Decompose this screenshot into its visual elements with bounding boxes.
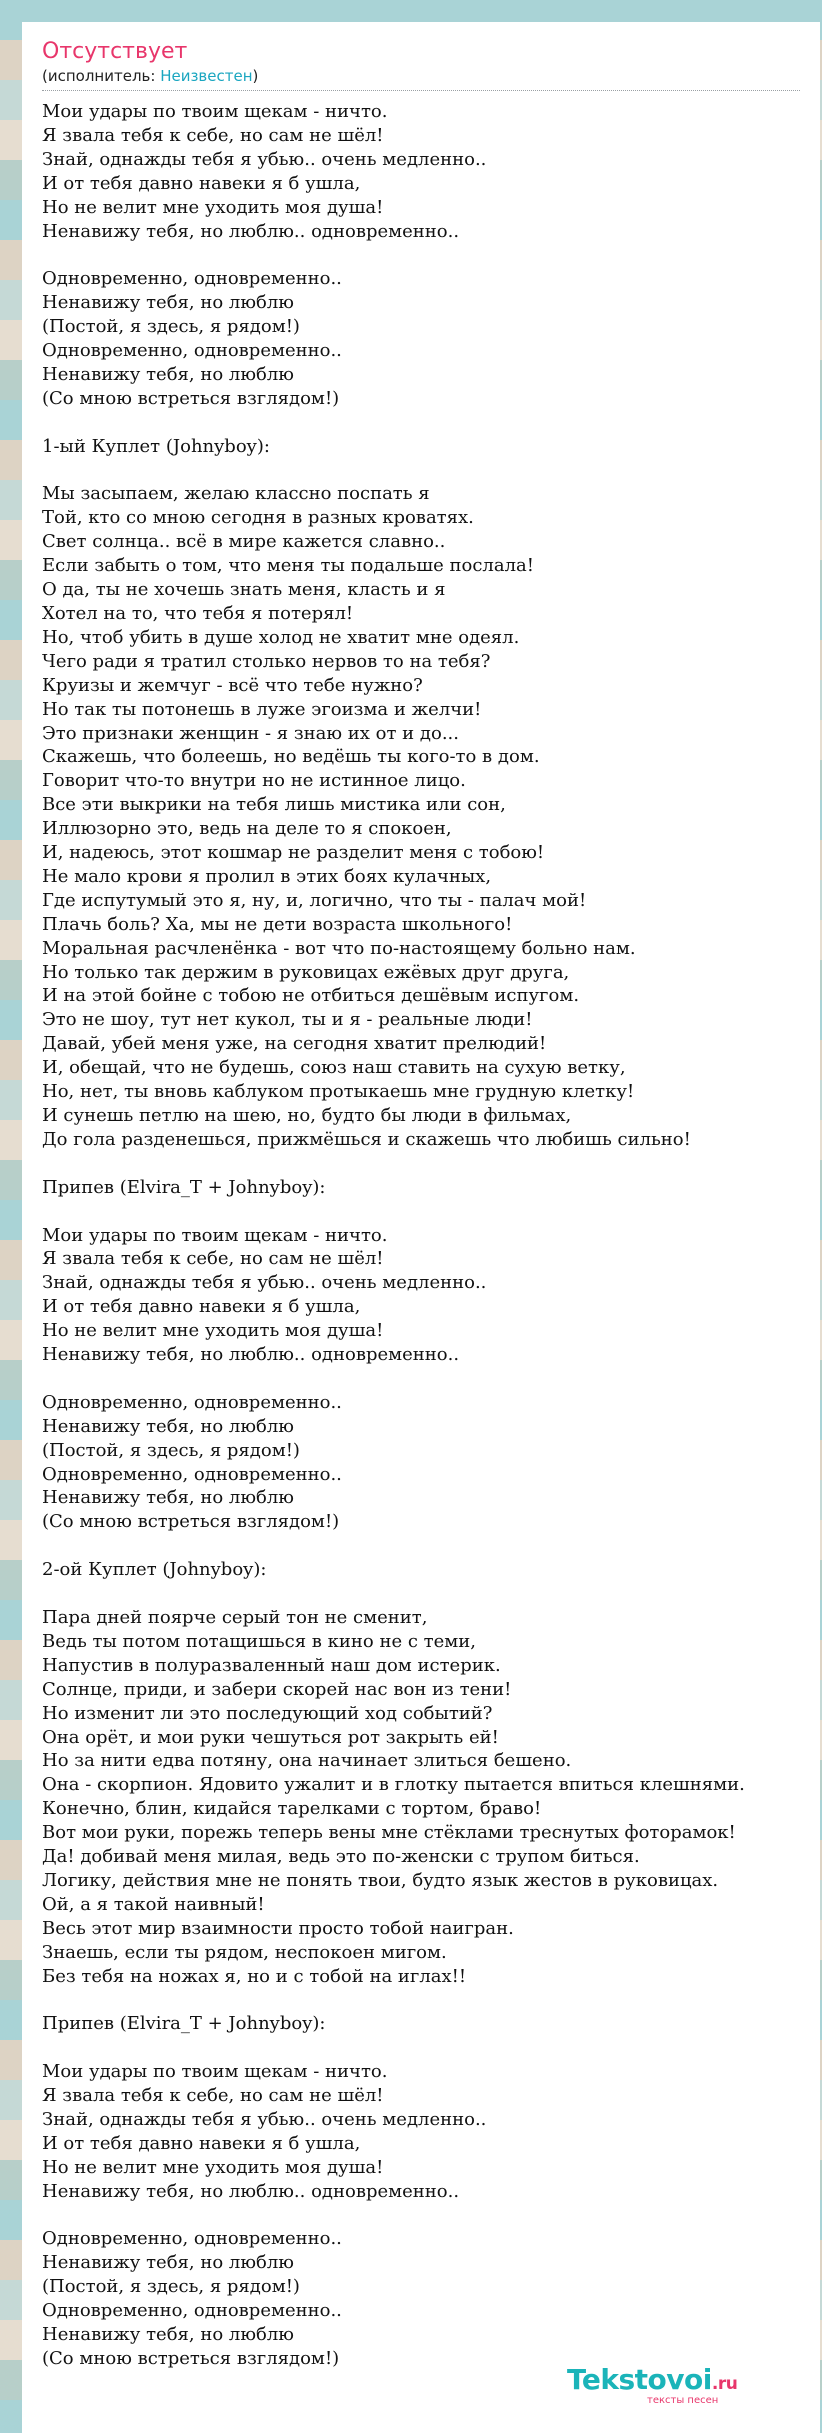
lyric-line: Ненавижу тебя, но люблю xyxy=(42,292,294,314)
lyric-line: Одновременно, одновременно.. xyxy=(42,340,342,362)
blank-line xyxy=(42,411,820,435)
lyric-line: (Постой, я здесь, я рядом!) xyxy=(42,1439,300,1461)
lyric-line: И от тебя давно навеки я б ушла, xyxy=(42,1296,361,1318)
lyric-line: И на этой бойне с тобою не отбиться дешёвым испугом. xyxy=(42,985,580,1007)
lyric-line: Ненавижу тебя, но люблю.. одновременно.. xyxy=(42,1344,460,1366)
lyric-line: (Со мною встреться взглядом!) xyxy=(42,1511,340,1533)
logo-domain-text: .ru xyxy=(711,2374,738,2394)
lyric-line: И сунешь петлю на шею, но, будто бы люди в фильмах, xyxy=(42,1105,572,1127)
lyric-line: И от тебя давно навеки я б ушла, xyxy=(42,172,361,194)
lyric-line: (Со мною встреться взглядом!) xyxy=(42,2348,340,2370)
blank-line xyxy=(42,2036,820,2060)
blank-line xyxy=(42,1152,820,1176)
logo-wordmark xyxy=(567,2365,777,2399)
lyric-line: Но, нет, ты вновь каблуком протыкаешь мне грудную клетку! xyxy=(42,1081,635,1103)
blank-line xyxy=(42,459,820,483)
lyric-line: Припев (Elvira_T + Johnyboy): xyxy=(42,2013,326,2035)
lyric-line: Одновременно, одновременно.. xyxy=(42,1463,342,1485)
lyric-line: Все эти выкрики на тебя лишь мистика или сон, xyxy=(42,794,506,816)
lyrics-body xyxy=(42,100,820,2371)
performer-line xyxy=(42,66,800,86)
lyric-line: Но так ты потонешь в луже эгоизма и желчи! xyxy=(42,698,482,720)
lyric-line: Ненавижу тебя, но люблю.. одновременно.. xyxy=(42,2180,460,2202)
lyric-line: Мои удары по твоим щекам - ничто. xyxy=(42,101,388,122)
lyric-line: Говорит что-то внутри но не истинное лицо. xyxy=(42,770,466,792)
blank-line xyxy=(42,1367,820,1391)
lyric-line: Она - скорпион. Ядовито ужалит и в глотку пытается впиться клешнями. xyxy=(42,1774,745,1796)
lyric-line: Ненавижу тебя, но люблю xyxy=(42,2324,294,2346)
lyric-line: 2-ой Куплет (Johnyboy): xyxy=(42,1559,267,1581)
lyric-line: И, надеюсь, этот кошмар не разделит меня с тобою! xyxy=(42,842,545,864)
lyric-line: Ненавижу тебя, но люблю xyxy=(42,1415,294,1437)
lyric-line: Но, чтоб убить в душе холод не хватит мне одеял. xyxy=(42,626,520,648)
lyric-line: Одновременно, одновременно.. xyxy=(42,268,342,290)
blank-line xyxy=(42,1200,820,1224)
lyric-line: (Постой, я здесь, я рядом!) xyxy=(42,316,300,338)
song-header xyxy=(42,38,800,86)
lyric-line: Солнце, приди, и забери скорей нас вон из тени! xyxy=(42,1678,512,1700)
lyric-line: Это не шоу, тут нет кукол, ты и я - реальные люди! xyxy=(42,1009,533,1031)
lyric-line: Ой, а я такой наивный! xyxy=(42,1893,265,1915)
lyric-line: Скажешь, что болеешь, но ведёшь ты кого-то в дом. xyxy=(42,746,540,768)
lyric-line: (Со мною встреться взглядом!) xyxy=(42,387,340,409)
lyric-line: Плачь боль? Ха, мы не дети возраста школьного! xyxy=(42,913,513,935)
lyric-line: Она орёт, и мои руки чешуться рот закрыть ей! xyxy=(42,1726,499,1748)
lyric-line: Я звала тебя к себе, но сам не шёл! xyxy=(42,124,384,146)
logo-tagline: тексты песен xyxy=(647,2395,719,2406)
lyric-line: Где испутумый это я, ну, и, логично, что ты - палач мой! xyxy=(42,889,587,911)
lyric-line: Мои удары по твоим щекам - ничто. xyxy=(42,2061,388,2083)
site-logo[interactable] xyxy=(567,2365,777,2405)
lyric-line: Круизы и жемчуг - всё что тебе нужно? xyxy=(42,674,423,696)
lyric-line: Не мало крови я пролил в этих боях кулачных, xyxy=(42,865,492,887)
lyric-line: Ненавижу тебя, но люблю xyxy=(42,2252,294,2274)
lyric-line: Но только так держим в руковицах ежёвых друг друга, xyxy=(42,961,570,983)
lyric-line: Припев (Elvira_T + Johnyboy): xyxy=(42,1176,326,1198)
lyric-line: Да! добивай меня милая, ведь это по-женски с трупом биться. xyxy=(42,1846,640,1868)
lyric-line: Напустив в полуразваленный наш дом истерик. xyxy=(42,1654,501,1676)
lyric-line: Если забыть о том, что меня ты подальше послала! xyxy=(42,555,534,577)
lyric-line: Я звала тебя к себе, но сам не шёл! xyxy=(42,2085,384,2107)
blank-line xyxy=(42,243,820,267)
lyric-line: Конечно, блин, кидайся тарелками с тортом, браво! xyxy=(42,1798,542,1820)
lyric-line: Ненавижу тебя, но люблю.. одновременно.. xyxy=(42,220,460,242)
lyric-line: Логику, действия мне не понять твои, будто язык жестов в руковицах. xyxy=(42,1869,719,1891)
lyric-line: Это признаки женщин - я знаю их от и до... xyxy=(42,722,459,744)
lyric-line: О да, ты не хочешь знать меня, класть и я xyxy=(42,579,446,601)
lyrics-page xyxy=(22,22,820,2433)
lyric-line: Знай, однажды тебя я убью.. очень медленно.. xyxy=(42,1272,487,1294)
logo-main-text: Tekstovoi xyxy=(567,2363,712,2396)
blank-line xyxy=(42,1582,820,1606)
blank-line xyxy=(42,2204,820,2228)
lyric-line: Хотел на то, что тебя я потерял! xyxy=(42,602,354,624)
performer-suffix: ) xyxy=(252,67,259,85)
lyric-line: Пара дней поярче серый тон не сменит, xyxy=(42,1606,428,1628)
lyric-line: До гола разденешься, прижмёшься и скажешь что любишь сильно! xyxy=(42,1128,691,1150)
lyric-line: Ведь ты потом потащишься в кино не с теми, xyxy=(42,1630,476,1652)
lyric-line: Моральная расчленёнка - вот что по-настоящему больно нам. xyxy=(42,937,636,959)
lyric-line: 1-ый Куплет (Johnyboy): xyxy=(42,435,270,457)
lyric-line: Но не велит мне уходить моя душа! xyxy=(42,196,384,218)
lyric-line: Но изменит ли это последующий ход событий? xyxy=(42,1702,493,1724)
lyric-line: И от тебя давно навеки я б ушла, xyxy=(42,2132,361,2154)
lyric-line: Одновременно, одновременно.. xyxy=(42,2300,342,2322)
lyric-line: Но не велит мне уходить моя душа! xyxy=(42,2156,384,2178)
lyric-line: Иллюзорно это, ведь на деле то я спокоен, xyxy=(42,818,452,840)
lyric-line: Знаешь, если ты рядом, неспокоен мигом. xyxy=(42,1941,447,1963)
lyric-line: Без тебя на ножах я, но и с тобой на иглах!! xyxy=(42,1965,467,1987)
lyric-line: Ненавижу тебя, но люблю xyxy=(42,1487,294,1509)
lyric-line: Но не велит мне уходить моя душа! xyxy=(42,1320,384,1342)
lyric-line: Знай, однажды тебя я убью.. очень медленно.. xyxy=(42,2108,487,2130)
performer-link[interactable]: Неизвестен xyxy=(160,67,253,85)
lyric-line: (Постой, я здесь, я рядом!) xyxy=(42,2276,300,2298)
blank-line xyxy=(42,1988,820,2012)
header-divider xyxy=(42,90,800,91)
lyric-line: Мои удары по твоим щекам - ничто. xyxy=(42,1224,388,1246)
lyric-line: Вот мои руки, порежь теперь вены мне стёклами треснутых фоторамок! xyxy=(42,1822,736,1844)
blank-line xyxy=(42,1534,820,1558)
lyric-line: Чего ради я тратил столько нервов то на тебя? xyxy=(42,650,491,672)
lyric-line: Одновременно, одновременно.. xyxy=(42,1391,342,1413)
lyric-line: Но за нити едва потяну, она начинает злиться бешено. xyxy=(42,1750,572,1772)
lyric-line: Той, кто со мною сегодня в разных кроватях. xyxy=(42,507,474,529)
performer-prefix: (исполнитель: xyxy=(42,67,161,85)
lyric-line: Знай, однажды тебя я убью.. очень медленно.. xyxy=(42,148,487,170)
lyric-line: Я звала тебя к себе, но сам не шёл! xyxy=(42,1248,384,1270)
lyric-line: И, обещай, что не будешь, союз наш ставить на сухую ветку, xyxy=(42,1057,626,1079)
lyric-line: Весь этот мир взаимности просто тобой наигран. xyxy=(42,1917,514,1939)
lyric-line: Давай, убей меня уже, на сегодня хватит прелюдий! xyxy=(42,1033,547,1055)
song-title: Отсутствует xyxy=(42,39,188,64)
lyric-line: Свет солнца.. всё в мире кажется славно.. xyxy=(42,531,446,553)
lyric-line: Ненавижу тебя, но люблю xyxy=(42,363,294,385)
lyric-line: Мы засыпаем, желаю классно поспать я xyxy=(42,483,430,505)
lyric-line: Одновременно, одновременно.. xyxy=(42,2228,342,2250)
